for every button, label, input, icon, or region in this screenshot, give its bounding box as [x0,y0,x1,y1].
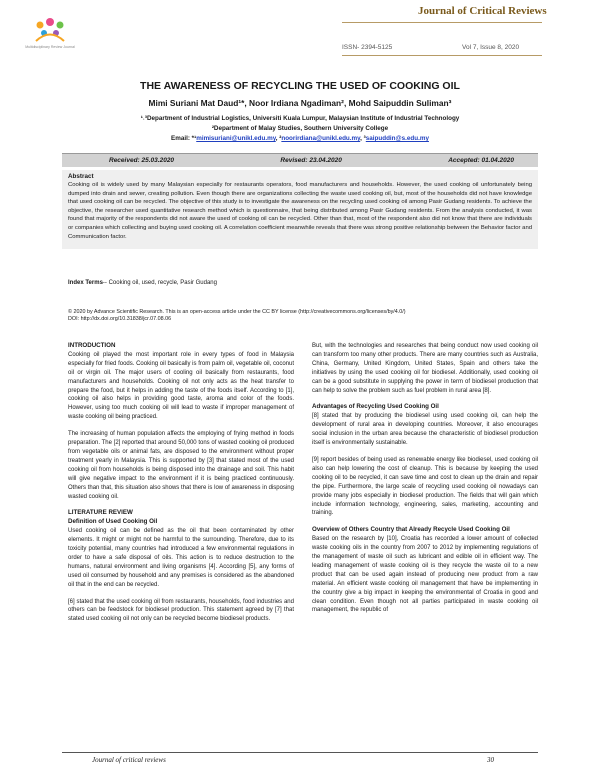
email-sep: , ² [275,135,282,142]
journal-logo [18,8,82,50]
license-text[interactable]: © 2020 by Advance Scientific Research. This is an open-access article under the CC BY license (http://creativecommons.org/licenses/by/4.0/) [68,309,406,315]
paragraph: [9] report besides of being used as renewable energy like biodiesel, used cooking oil also can help lowering the cost of cleanup. This is because by keeping the used cooking oil to be recycled, it can save time and cost to clean up the drain and repair the pipe. Furthermore, the large scale of recycling used cooking oil nowadays can provide many jobs especially in biodiesel production. The fields that will gain which include information technology, engineering, sales, marketing, accounting and training. [312,456,538,517]
paragraph: [8] stated that by producing the biodiesel using used cooking oil, can help the development of rural area in developing countries. Moreover, it also encourages social inclusion in the urban area because the characteristic of biodiesel production itself is environmentally sustainable. [312,413,538,447]
logo-dot [37,22,44,29]
paragraph: Cooking oil played the most important role in every types of food in Malaysia especially for fried foods. Cooking oil basically is from palm oil, vegetable oil, coconut oil or virgin oil. The major users of cooling oil basically from restaurants, food manufacturers and households. Cooking oil not only acts as the heat transfer to prepare the food, but it helps in adding the taste of the foods itself. According to [1], cooking oil also helps in providing good taste, aroma and color of the foods. However, using too much cooking oil will lead to waste if improper management of waste cooking oil being practiced. [68,351,294,421]
accepted-date: Accepted: 01.04.2020 [448,157,514,164]
doi-link[interactable]: DOI: http://dx.doi.org/10.31838/jcr.07.08.06 [68,316,172,323]
email-link-3[interactable]: saipuddin@s.edu.my [365,135,429,142]
dates-bar [62,153,538,167]
abstract-box [62,170,538,249]
keywords [68,280,217,286]
keywords-text: -- Cooking oil, used, recycle, Pasir Gudang [102,280,217,286]
email-label: Email: *¹ [171,135,197,142]
authors: Mimi Suriani Mat Daud¹*, Noor Irdiana Ngadiman², Mohd Saipuddin Suliman³ [148,98,452,108]
email-sep: , ³ [360,135,366,142]
heading-advantages: Advantages of Recycling Used Cooking Oil [312,403,439,411]
paragraph: Used cooking oil can be defined as the oil that been contaminated by other elements. It might or might not be harmful to the surrounding. Therefore, due to its toxicity potential, many countries had introduced a few environmental regulations in order to have a safe disposal of oils. This action is to reduce destruction to the humans, natural environment and living organisms [4]. According [5], any forms of used oil consumed by household and any premises is considered as the abandoned oil that in the end can be recycled. [68,528,294,588]
heading-introduction: INTRODUCTION [68,342,116,349]
email-link-2[interactable]: noorirdiana@unikl.edu.my [281,135,361,142]
volume-issue: Vol 7, Issue 8, 2020 [462,44,520,51]
issn: ISSN- 2394-5125 [342,44,393,51]
heading-overview: Overview of Others Country that Already Recycle Used Cooking Oil [312,526,510,534]
header-rule [342,55,542,56]
footer-journal: Journal of critical reviews [92,756,166,764]
paragraph: [6] stated that the used cooking oil from restaurants, households, food industries and others can be feedstock for biodiesel production. This statement agreed by [7] that stated used cooking oil not only can be recycled become biodiesel products. [68,598,294,623]
email-line [0,135,600,142]
revised-date: Revised: 23.04.2020 [280,157,342,164]
header-rule [342,22,542,23]
email-link-1[interactable]: mimisuriani@unikl.edu.my [196,135,276,142]
right-column [312,342,538,623]
abstract-heading: Abstract [68,173,94,180]
footer-rule [62,752,538,753]
keywords-label: Index Terms [68,280,103,286]
logo-dot [57,22,64,29]
journal-title[interactable]: Journal of Critical Reviews [418,5,547,17]
paragraph: But, with the technologies and researches that being conduct now used cooking oil can transform too many other products. There are many countries such as Australia, China, Germany, United Kingdom, United States, Spain and others take the initiatives by using the used cooking oil for biodiesel. Additionally, used cooking oil can be a good substitute in supplying the power in term of biodiesel production that can help to solve the problem such as fuel problem in rural area [8]. [312,343,538,394]
heading-literature-review: LITERATURE REVIEW [68,509,133,517]
svg-text:Multidisciplinary Review Journ: Multidisciplinary Review Journal [25,45,75,49]
affiliation-1: ¹˒³Department of Industrial Logistics, Universiti Kuala Lumpur, Malaysian Institute of Industrial Technology [140,115,460,122]
logo-dot [46,18,54,26]
left-column [68,342,294,632]
paragraph: The increasing of human population affects the employing of frying method in foods preparation. The [2] reported that around 50,000 tons of wasted cooking oil produced from vegetable oils or animal fats, are disposed to the environment without proper treatment yearly in Malaysia. This is supported by [3] that stated most of the used cooking oil from households is being disposed into the drainage and soil. This habit will give negative impact to the environment if it is being practiced continuously. Others than that, this situation also shows that there is low of awareness in disposing wasted cooking oil. [68,431,294,500]
received-date: Received: 25.03.2020 [109,157,175,164]
paragraph: Based on the research by [10], Croatia has recorded a lower amount of collected waste cooking oils in the country from 2007 to 2012 by implementing regulations of the management of waste oil such as lubricant and edible oil in efficient way. The leading management of waste cooking oil is they recycle the waste oil to a new product that can be used again instead of producing new product from a raw material. An efficient waste cooking oil management that have be implementing in the country give a big impact in keeping the environmental of Croatia in good and clean condition. Even though not all parties participated in waste cooking oil management, the republic of [312,536,538,614]
page-number: 30 [487,756,494,764]
paper-title: THE AWARENESS OF RECYCLING THE USED OF COOKING OIL [140,80,460,92]
abstract-text: Cooking oil is widely used by many Malaysian especially for restaurants operators, food manufacturers and households. However, the used cooking oil unfortunately being dumped into drain and sewer, creating pollution. Even though there are organizations collecting the waste used cooking oil, but, most of the households did not have knowledge that used cooking oil can be recycled. The objective of this study is to investigate the awareness on the recycling used cooking oil among Pasir Gudang residents. To achieve the objective, the researcher used quantitative research method which is questionnaire, that being distributed among Pasir Gudang residents. From the analysis conducted, it was found that majority of the respondents did not aware the used of cooking oil can be recycled. Other than that, most of the respondent also did not know that there are individuals or companies which collecting and buying used cooking oil. A correlation coefficient meanwhile reveals that there was strong positive relationship between the Behavior factor and Communication factor. [68,182,532,240]
logo-figure [36,35,64,42]
heading-definition: Definition of Used Cooking Oil [68,518,158,526]
affiliation-2: ²Department of Malay Studies, Southern University College [211,125,389,132]
license-block [68,309,406,324]
